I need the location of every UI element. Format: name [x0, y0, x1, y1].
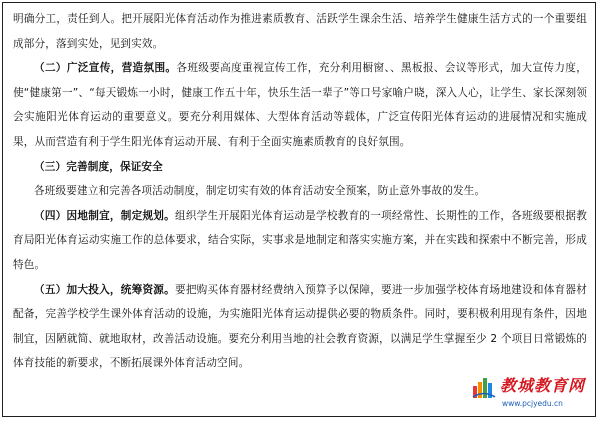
paragraph-2: [13, 56, 587, 154]
heading-2: （二）广泛宣传，营造氛围。: [34, 62, 177, 75]
document-page: [2, 2, 596, 417]
document-body: [13, 7, 587, 376]
paragraph-4-text: 组织学生开展阳光体育运动是学校教育的一项经常性、长期性的工作，各班级要根据教育局阳光体育运动实施工作的总体要求，结合实际，实事求是地制定和落实实施方案，并在实践和探索中不断完善，形成特色。: [13, 209, 587, 271]
heading-3: （三）完善制度，保证安全: [34, 160, 163, 173]
colored-bars-logo-icon: [472, 376, 496, 400]
heading-5: （五）加大投入，统筹资源。: [34, 283, 175, 296]
watermark-site-name: 教城教育网: [500, 376, 586, 395]
paragraph-5-text: 要把购买体育器材经费纳入预算予以保障，要进一步加强学校体育场地建设和体育器材配备，完善学校学生课外体育活动的设施，为实施阳光体育运动提供必要的物质条件。同时，要积极利用现有条件，因地制宜，因陋就简、就地取材，改善活动设施。要充分利用当地的社会教育资源，以满足学生掌握至少 2 个项目日常锻炼的体育技能的新要求，不断拓展课外体育活动空间。: [13, 283, 587, 370]
paragraph-4: [13, 204, 587, 278]
watermark-site-url: www.pcjyedu.cn: [502, 399, 563, 408]
heading-4: （四）因地制宜，制定规划。: [34, 209, 175, 222]
watermark-logo: [468, 371, 594, 415]
paragraph-2-text: 各班级要高度重视宣传工作，充分利用橱窗、、黑板报、会议等形式，加大宣传力度，使“健康第一”、“每天锻炼一小时，健康工作五十年，快乐生活一辈子”等口号家喻户晓，深入人心，让学生、家长深刻领会实施阳光体育运动的重要意义。要充分利用媒体、大型体育活动等载体，广泛宣传阳光体育运动的进展情况和实施成果，从而营造有利于学生阳光体育运动开展、有利于全面实施素质教育的良好氛围。: [13, 62, 587, 148]
paragraph-1: 明确分工，责任到人。把开展阳光体育活动作为推进素质教育、活跃学生课余生活、培养学生健康生活方式的一个重要组成部分，落到实处，见到实效。: [13, 13, 587, 50]
paragraph-5: [13, 278, 587, 376]
paragraph-3: 各班级要建立和完善各项活动制度，制定切实有效的体育活动安全预案，防止意外事故的发生。: [34, 185, 486, 198]
